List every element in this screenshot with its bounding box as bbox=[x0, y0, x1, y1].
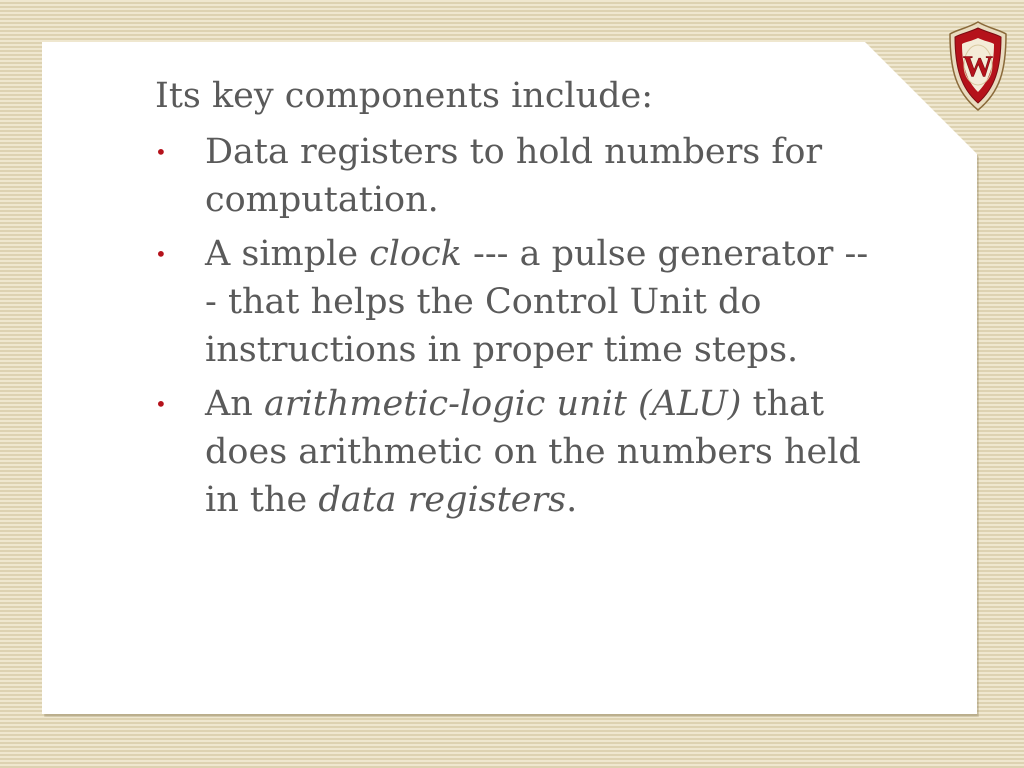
bullet-line bbox=[205, 428, 895, 476]
bullet-text: computation. bbox=[205, 180, 439, 220]
emphasis-text: clock bbox=[369, 234, 462, 274]
bullet-text: does arithmetic on the numbers held bbox=[205, 432, 861, 472]
bullet-marker: • bbox=[155, 392, 167, 416]
bullet-item bbox=[155, 230, 895, 374]
bullet-text: Data registers to hold numbers for bbox=[205, 132, 823, 172]
bullet-marker: • bbox=[155, 242, 167, 266]
bullet-line bbox=[205, 380, 895, 428]
slide-heading: Its key components include: bbox=[155, 76, 654, 116]
bullet-list bbox=[155, 128, 895, 524]
crest-icon bbox=[946, 20, 1010, 112]
bullet-text: . bbox=[566, 480, 578, 520]
bullet-text: A simple bbox=[205, 234, 370, 274]
emphasis-text: arithmetic-logic unit (ALU) bbox=[263, 384, 742, 424]
slide-body bbox=[155, 72, 895, 524]
bullet-marker: • bbox=[155, 140, 167, 164]
bullet-text: An bbox=[205, 384, 264, 424]
bullet-text: that bbox=[741, 384, 825, 424]
bullet-item bbox=[155, 128, 895, 224]
bullet-line bbox=[205, 230, 895, 278]
bullet-text: in the bbox=[205, 480, 319, 520]
bullet-text: --- a pulse generator -- bbox=[461, 234, 869, 274]
crest-letter: W bbox=[963, 50, 993, 83]
emphasis-text: data registers bbox=[318, 480, 567, 520]
bullet-line bbox=[205, 278, 895, 326]
bullet-line bbox=[205, 128, 895, 176]
bullet-line bbox=[205, 326, 895, 374]
bullet-line bbox=[205, 476, 895, 524]
bullet-item bbox=[155, 380, 895, 524]
bullet-text: - that helps the Control Unit do bbox=[205, 282, 762, 322]
bullet-line bbox=[205, 176, 895, 224]
bullet-text: instructions in proper time steps. bbox=[205, 330, 799, 370]
